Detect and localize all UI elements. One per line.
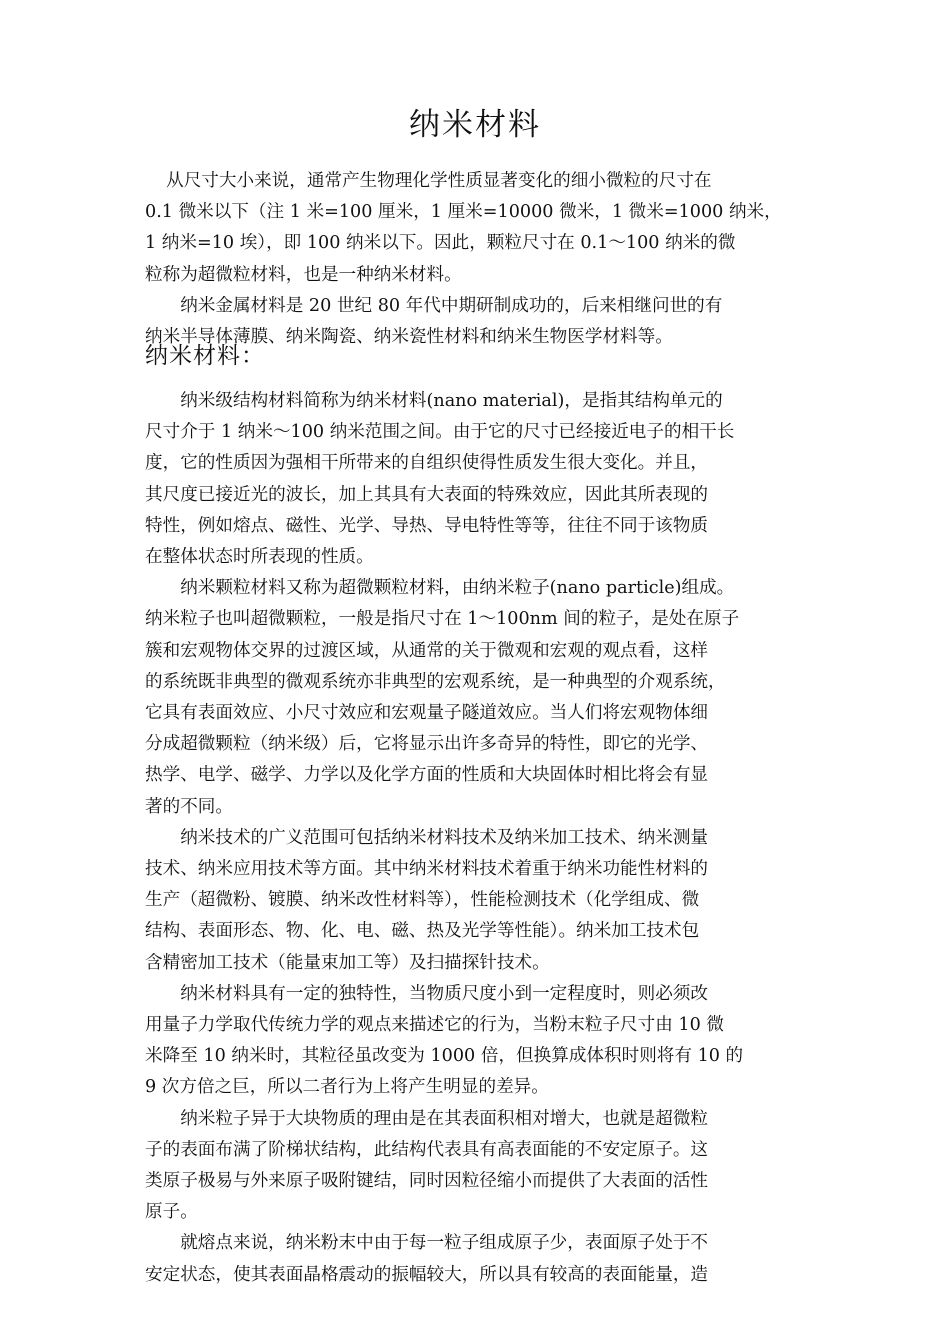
document-title: 纳米材料 [409, 107, 541, 143]
section-paragraph: 就熔点来说，纳米粉末中由于每一粒子组成原子少，表面原子处于不 安定状态，使其表面晶格震动的振幅较大，所以具有较高的表面能量，造 [145, 1233, 709, 1285]
section-paragraph: 纳米技术的广义范围可包括纳米材料技术及纳米加工技术、纳米测量 技术、纳米应用技术等方面。其中纳米材料技术着重于纳米功能性材料的 生产（超微粉、镀膜、纳米改性材料等），性能检测技术（化学组成、微 结构、表面形态、物、化、电、磁、热及光学等性能）。纳米加工技术包 含精密加工技术（能量束加工等）及扫描探针技术。 [145, 827, 709, 973]
intro-section [145, 166, 815, 353]
section-paragraph: 纳米颗粒材料又称为超微颗粒材料，由纳米粒子(nano particle)组成。 纳米粒子也叫超微颗粒，一般是指尺寸在 1～100nm 间的粒子，是处在原子 簇和宏观物体交界的过渡区域，从通常的关于微观和宏观的观点看，这样 的系统既非典型的微观系统亦非典型的宏观系统，是一种典型的介观系统， 它具有表面效应、小尺寸效应和宏观量子隧道效应。当人们将宏观物体细 分成超微颗粒（纳米级）后，它将显示出许多奇异的特性，即它的光学、 热学、电学、磁学、力学以及化学方面的性质和大块固体时相比将会有显 著的不同。 [145, 578, 740, 817]
main-section [145, 386, 815, 1291]
section-heading: 纳米材料： [145, 343, 265, 369]
intro-paragraph: 从尺寸大小来说，通常产生物理化学性质显著变化的细小微粒的尺寸在 0.1 微米以下（注 1 米=100 厘米，1 厘米=10000 微米，1 微米=1000 纳米， 1 纳米=10 埃），即 100 纳米以下。因此，颗粒尺寸在 0.1～100 纳米的微 粒称为超微粒材料，也是一种纳米材料。 [145, 171, 782, 285]
intro-paragraph: 纳米金属材料是 20 世纪 80 年代中期研制成功的，后来相继问世的有 纳米半导体薄膜、纳米陶瓷、纳米瓷性材料和纳米生物医学材料等。 [145, 295, 723, 348]
section-paragraph: 纳米级结构材料简称为纳米材料(nano material)，是指其结构单元的 尺寸介于 1 纳米～100 纳米范围之间。由于它的尺寸已经接近电子的相干长 度，它的性质因为强相干所带来的自组织使得性质发生很大变化。并且， 其尺度已接近光的波长，加上其具有大表面的特殊效应，因此其所表现的 特性，例如熔点、磁性、光学、导热、导电特性等等，往往不同于该物质 在整体状态时所表现的性质。 [145, 391, 735, 568]
section-paragraph: 纳米材料具有一定的独特性，当物质尺度小到一定程度时，则必须改 用量子力学取代传统力学的观点来描述它的行为，当粉末粒子尺寸由 10 微 米降至 10 纳米时，其粒径虽改变为 1000 倍，但换算成体积时则将有 10 的 9 次方倍之巨，所以二者行为上将产生明显的差异。 [145, 983, 744, 1098]
section-paragraph: 纳米粒子异于大块物质的理由是在其表面积相对增大，也就是超微粒 子的表面布满了阶梯状结构，此结构代表具有高表面能的不安定原子。这 类原子极易与外来原子吸附键结，同时因粒径缩小而提供了大表面的活性 原子。 [145, 1108, 709, 1223]
